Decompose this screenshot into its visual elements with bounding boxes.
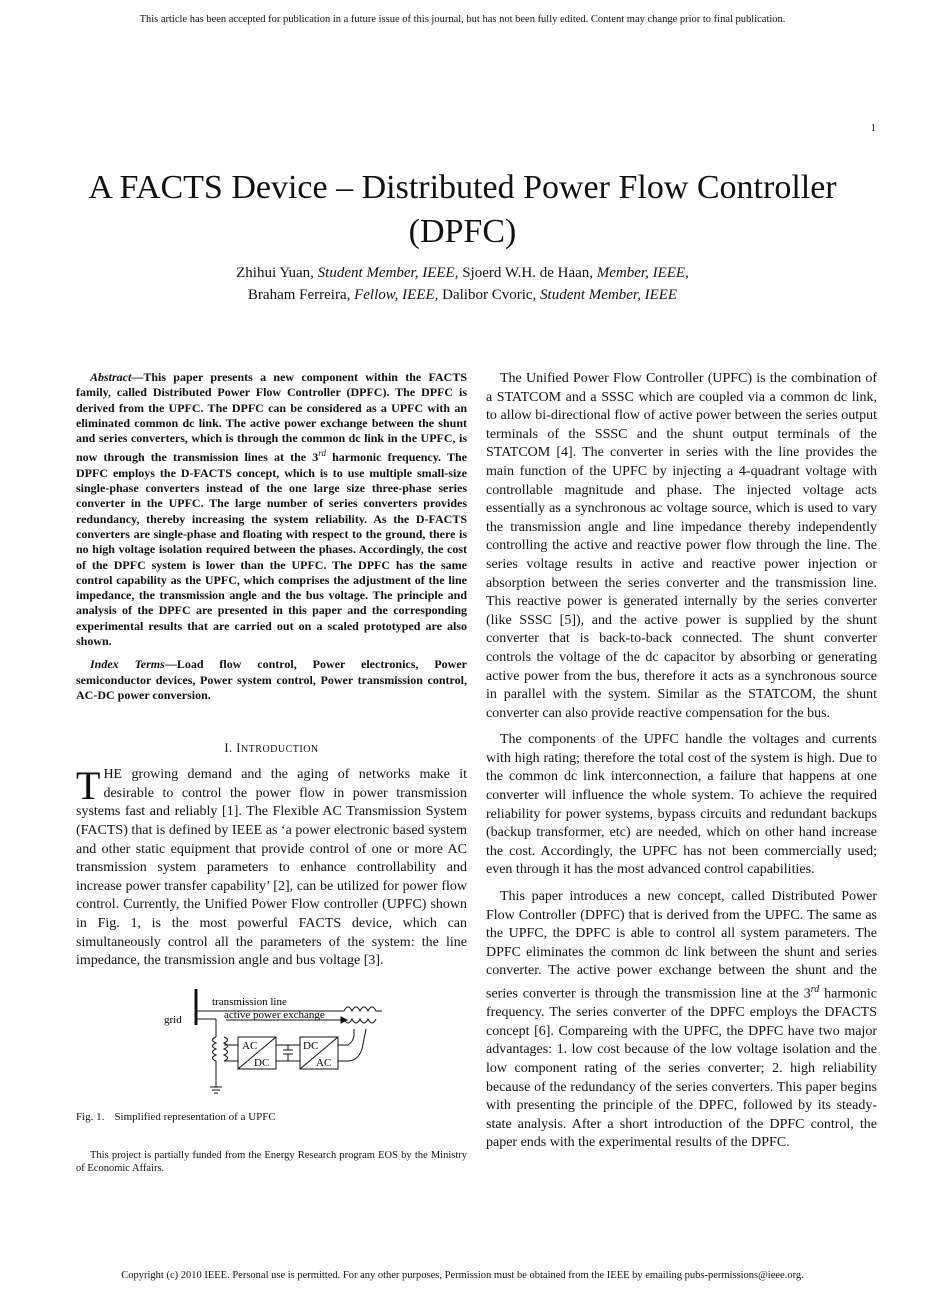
author-name: Sjoerd W.H. de Haan, (462, 265, 594, 281)
abstract-text: —This paper presents a new component within the FACTS family, called Distributed Power Flow Controller (DPFC). The DPFC is derived from the UPFC. The DPFC can be considered as a UPFC with an eliminated common dc link. The active power exchange between the shunt and series converters, which is through the common dc link in the UPFC, is now through the transmission lines at the 3 (76, 370, 467, 465)
dpfc-intro-text-cont: harmonic frequency. The series converter of the DPFC employs the DFACTS concept [6]. Compareing with the UPFC, the DPFC have two major advantages: 1. low cost because of the low voltage isolation and the low component rating of the series converter; 2. high reliability because of the redundancy of the series converters. This paper begins with presenting the principle of the DPFC, followed by its steady-state analysis. After a short introduction of the DPFC control, the paper ends with the experimental results of the DPFC. (486, 986, 877, 1151)
publication-notice: This article has been accepted for publication in a future issue of this journal, but has not been fully edited. Content may change prior to final publication. (139, 14, 786, 25)
author-role: Student Member, IEEE (540, 287, 678, 303)
label-active-power-exchange: active power exchange (224, 1008, 325, 1021)
author-role: Fellow, IEEE, (354, 287, 439, 303)
figure-label: Fig. 1. (76, 1110, 105, 1123)
abstract (76, 370, 467, 649)
abstract-text-cont: harmonic frequency. The DPFC employs the D-FACTS concept, which is to use multiple small-size single-phase converters instead of the one large size three-phase series converter in the UPFC. The large number of series converters provides redundancy, thereby increasing the system reliability. As the D-FACTS converters are single-phase and floating with respect to the ground, there is no high voltage isolation required between the phases. Accordingly, the cost of the DPFC system is lower than the UPFC. The DPFC has the same control capability as the UPFC, which comprises the adjustment of the line impedance, the transmission angle and the bus voltage. The principle and analysis of the DPFC are presented in this paper and the corresponding experimental results that are carried out on a scaled prototyped are also shown. (76, 450, 468, 649)
series-coil-top (344, 1007, 382, 1011)
section-numeral: I. (224, 741, 237, 756)
upfc-diagram (76, 989, 467, 1099)
right-column (486, 370, 877, 1153)
author-list (60, 262, 865, 306)
page-number: 1 (870, 123, 876, 134)
author-role: Student Member, IEEE, (317, 265, 459, 281)
paragraph-upfc-cost: The components of the UPFC handle the voltages and currents with high rating; therefore the total cost of the system is high. Due to the common dc link interconnection, a failure that happens at one converter will influence the whole system. To achieve the required reliability for power systems, bypass circuits and redundant backups (backup transformer, etc) are needed, which on other hand increase the cost. Accordingly, the UPFC has not been commercially used; even through it has the most advanced control capabilities. (486, 732, 877, 878)
series-feed (348, 1029, 366, 1061)
index-terms (76, 657, 467, 703)
author-name: Zhihui Yuan, (236, 265, 314, 281)
converter-1-ac: AC (242, 1039, 258, 1052)
paragraph-upfc-description: The Unified Power Flow Controller (UPFC) is the combination of a STATCOM and a SSSC which are coupled via a common dc link, to allow bi-directional flow of active power between the series output terminals of the SSSC and the shunt output terminals of the STATCOM [4]. The converter in series with the line provides the main function of the UPFC by injecting a 4-quadrant voltage with controllable magnitude and phase. The injected voltage acts essentially as a synchronous ac voltage source, which is used to vary the transmission angle and line impedance thereby independently controlling the active and reactive power flow through the line. The series voltage results in active and reactive power injection or absorption between the series converter and the transmission line. This reactive power is generated internally by the series converter (like SSSC [5]), and the active power is supplied by the shunt converter that is back-to-back connected. The shunt converter controls the voltage of the dc capacitor by absorbing or generating active power from the bus, therefore it acts as a synchronous source in parallel with the system. Similar as the STATCOM, the shunt converter can also provide reactive compensation for the bus. (486, 371, 877, 721)
abstract-superscript: rd (318, 448, 326, 459)
figure-1-caption (76, 1111, 467, 1123)
converter-2-ac: AC (316, 1056, 332, 1069)
intro-paragraph: THE growing demand and the aging of networks make it desirable to control the power flow in power transmission systems fast and reliably [1]. The Flexible AC Transmission System (FACTS) that is defined by IEEE as ‘a power electronic based system and other static equipment that provide control of one or more AC transmission system parameters to enhance controllability and increase power transfer capability’ [2], can be utilized for power flow control. Currently, the Unified Power Flow controller (UPFC) shown in Fig. 1, is the most powerful FACTS device, which can simultaneously control all the parameters of the system: the line impedance, the transmission angle and bus voltage [3]. (76, 763, 467, 969)
shunt-coil-secondary (224, 1037, 228, 1061)
section-title-rest: NTRODUCTION (240, 744, 319, 756)
author-role: Member, IEEE, (596, 265, 689, 281)
label-grid: grid (164, 1013, 182, 1026)
index-terms-label: Index Terms (90, 657, 165, 672)
copyright-footer: Copyright (c) 2010 IEEE. Personal use is permitted. For any other purposes, Permission must be obtained from the IEEE by emailing pubs-permissions@ieee.org. (121, 1270, 804, 1281)
dpfc-intro-text: This paper introduces a new concept, called Distributed Power Flow Controller (DPFC) that is derived from the UPFC. The same as the UPFC, the DPFC is able to control all system parameters. The DPFC eliminates the common dc link between the shunt and series converter. The active power exchange between the shunt and the series converter is through the transmission line at the 3 (486, 889, 877, 1002)
author-name: Braham Ferreira, (247, 287, 351, 303)
author-name: Dalibor Cvoric, (442, 287, 537, 303)
series-coil-bottom (344, 1019, 376, 1023)
index-terms-text: —Load flow control, Power electronics, Power semiconductor devices, Power system control, Power transmission control, AC-DC power conversion. (76, 657, 467, 702)
left-column (76, 370, 467, 1175)
author-line-2 (60, 284, 865, 306)
paper-title: A FACTS Device – Distributed Power Flow Controller (DPFC) (88, 169, 837, 250)
converter-2-dc: DC (303, 1039, 319, 1052)
author-line-1 (60, 262, 865, 284)
shunt-coil (213, 1037, 217, 1061)
figure-caption-text: Simplified representation of a UPFC (114, 1110, 276, 1123)
section-title-initial: I (236, 741, 241, 756)
funding-footnote: This project is partially funded from the Energy Research program EOS by the Ministry of Economic Affairs. (76, 1149, 467, 1174)
dpfc-superscript: rd (810, 984, 820, 995)
figure-1 (76, 989, 467, 1099)
paragraph-dpfc-intro (486, 888, 877, 1153)
abstract-label: Abstract (90, 370, 132, 384)
section-heading-introduction (76, 741, 467, 756)
converter-1-dc: DC (254, 1056, 270, 1069)
label-transmission-line: transmission line (212, 995, 287, 1008)
